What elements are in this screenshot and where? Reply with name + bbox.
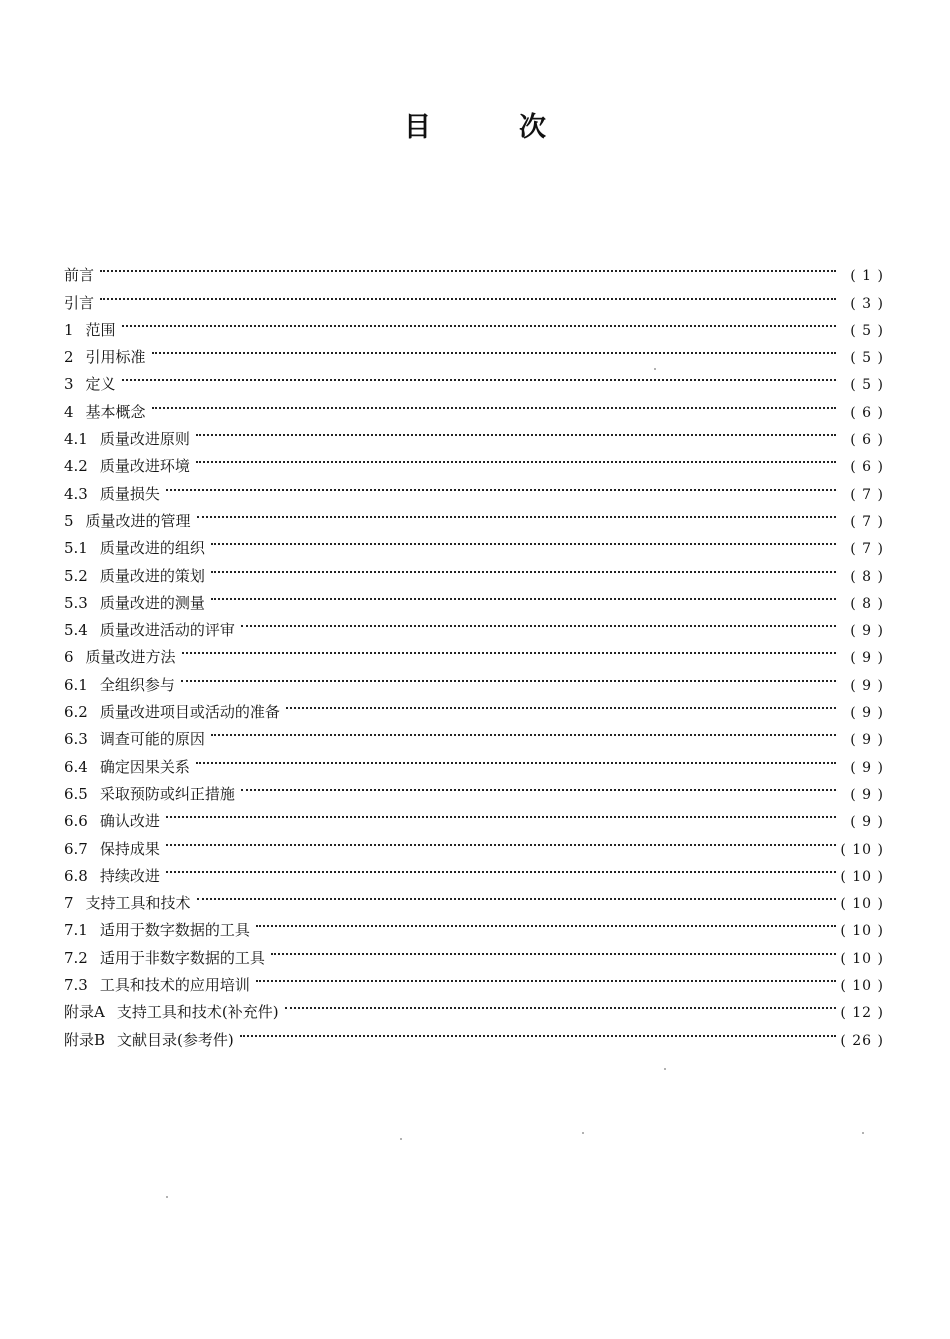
toc-entry-label — [64, 644, 182, 671]
toc-entry-label — [64, 262, 100, 289]
toc-entry-label — [64, 726, 211, 753]
scan-speck — [862, 1132, 864, 1134]
toc-leader-dots — [286, 690, 840, 717]
toc-entry-label — [64, 317, 122, 344]
toc-entry-number: 附录A — [64, 1003, 105, 1022]
toc-entry-page: ( 1 ) — [850, 268, 884, 285]
toc-leader-dots — [166, 799, 840, 826]
scan-speck — [166, 1196, 168, 1198]
toc-entry-label — [64, 371, 122, 398]
toc-entry-label — [64, 672, 181, 699]
toc-entry-title: 质量改进环境 — [99, 457, 190, 476]
toc-leader-dots — [182, 635, 840, 662]
toc-entry-number: 附录B — [64, 1030, 106, 1049]
toc-entry-page: ( 9 ) — [850, 705, 884, 722]
toc-entry-title: 适用于数字数据的工具 — [99, 921, 250, 940]
toc-entry-label — [64, 563, 211, 590]
toc-leader-dots — [241, 608, 840, 635]
toc-leader-dots — [196, 444, 840, 471]
toc-entry-page: ( 5 ) — [850, 377, 884, 394]
toc-entry-title: 引言 — [64, 293, 95, 312]
toc-entry-number: 5.3 — [64, 593, 88, 612]
toc-entry-page: ( 7 ) — [850, 513, 884, 530]
toc-entry — [64, 881, 884, 913]
toc-entry-title: 全组织参与 — [99, 675, 175, 694]
toc-entry — [64, 690, 884, 722]
toc-entry-page: ( 6 ) — [850, 459, 884, 476]
toc-entry-page: ( 3 ) — [850, 295, 884, 312]
toc-entry — [64, 335, 884, 367]
toc-entry-title: 确认改进 — [99, 812, 160, 831]
toc-entry-label — [64, 836, 166, 863]
toc-entry-label — [64, 917, 256, 944]
toc-entry — [64, 362, 884, 394]
toc-entry-title: 质量改进原则 — [99, 430, 190, 449]
toc-entry-title: 质量改进活动的评审 — [99, 621, 235, 640]
toc-entry-number: 7.2 — [64, 948, 88, 967]
toc-entry-page: ( 10 ) — [840, 868, 884, 885]
toc-entry — [64, 826, 884, 858]
toc-leader-dots — [271, 935, 840, 962]
toc-entry-page: ( 6 ) — [850, 432, 884, 449]
toc-entry-title: 质量改进方法 — [85, 648, 176, 667]
toc-leader-dots — [241, 772, 840, 799]
toc-entry-number: 6.3 — [64, 730, 88, 749]
toc-entry — [64, 471, 884, 503]
toc-entry-title: 支持工具和技术 — [85, 894, 191, 913]
toc-entry-page: ( 6 ) — [850, 404, 884, 421]
toc-leader-dots — [100, 253, 840, 280]
toc-entry — [64, 499, 884, 530]
scan-speck — [654, 368, 656, 370]
toc-entry-page: ( 5 ) — [850, 350, 884, 367]
toc-entry-label — [64, 890, 197, 917]
table-of-contents — [64, 253, 884, 1049]
toc-leader-dots — [152, 335, 840, 362]
toc-entry-number: 1 — [64, 320, 74, 339]
toc-entry-label — [64, 590, 211, 617]
toc-entry-title: 适用于非数字数据的工具 — [99, 948, 265, 967]
toc-entry-label — [64, 399, 152, 426]
title-char-1: 目 — [404, 112, 431, 143]
toc-leader-dots — [211, 581, 840, 608]
toc-leader-dots — [197, 881, 840, 908]
toc-entry-page: ( 26 ) — [840, 1032, 884, 1049]
toc-entry-label — [64, 535, 211, 562]
toc-entry-number: 7.3 — [64, 976, 88, 995]
toc-entry-number: 6.2 — [64, 703, 88, 722]
toc-leader-dots — [166, 854, 840, 881]
toc-entry-label — [64, 972, 256, 999]
toc-leader-dots — [256, 908, 840, 935]
toc-entry-title: 质量改进的组织 — [99, 539, 205, 558]
toc-entry-number: 4 — [64, 402, 74, 421]
toc-entry-label — [64, 481, 166, 508]
toc-entry — [64, 253, 884, 285]
toc-entry — [64, 799, 884, 831]
toc-entry-number: 6.7 — [64, 839, 88, 858]
scan-speck — [400, 1138, 402, 1140]
toc-entry-title: 采取预防或纠正措施 — [99, 784, 235, 803]
toc-entry-title: 前言 — [64, 266, 95, 285]
toc-entry-number: 6.4 — [64, 757, 88, 776]
toc-entry-title: 范围 — [85, 320, 116, 339]
toc-entry-number: 6.1 — [64, 675, 88, 694]
toc-entry — [64, 389, 884, 421]
toc-entry-page: ( 10 ) — [840, 923, 884, 940]
toc-entry-number: 5.2 — [64, 566, 88, 585]
toc-entry-page: ( 10 ) — [840, 950, 884, 967]
toc-entry-page: ( 7 ) — [850, 541, 884, 558]
toc-entry-title: 引用标准 — [85, 348, 146, 367]
toc-leader-dots — [197, 499, 840, 526]
toc-entry-label — [64, 508, 197, 535]
toc-leader-dots — [181, 662, 840, 689]
scan-speck — [582, 1132, 584, 1134]
page-title — [0, 110, 950, 146]
toc-entry-label — [64, 1027, 240, 1054]
toc-entry-title: 质量改进的策划 — [99, 566, 205, 585]
toc-entry-number: 6.8 — [64, 866, 88, 885]
toc-leader-dots — [122, 362, 840, 389]
toc-entry-page: ( 10 ) — [840, 841, 884, 858]
toc-entry — [64, 280, 884, 312]
toc-entry-title: 定义 — [85, 375, 116, 394]
toc-entry-page: ( 9 ) — [850, 623, 884, 640]
toc-entry-page: ( 5 ) — [850, 322, 884, 339]
toc-leader-dots — [256, 963, 840, 990]
toc-entry — [64, 662, 884, 694]
toc-entry-number: 4.2 — [64, 457, 88, 476]
toc-entry-number: 5 — [64, 511, 74, 530]
toc-leader-dots — [285, 990, 840, 1017]
toc-leader-dots — [166, 471, 840, 498]
toc-entry — [64, 308, 884, 339]
toc-entry-title: 调查可能的原因 — [99, 730, 205, 749]
toc-entry-page: ( 9 ) — [850, 650, 884, 667]
toc-entry-page: ( 8 ) — [850, 568, 884, 585]
toc-entry-label — [64, 754, 196, 781]
toc-entry — [64, 854, 884, 885]
toc-entry-number: 4.3 — [64, 484, 88, 503]
toc-entry-number: 7.1 — [64, 921, 88, 940]
toc-leader-dots — [166, 826, 840, 853]
toc-entry-page: ( 7 ) — [850, 486, 884, 503]
toc-entry-title: 质量改进的测量 — [99, 593, 205, 612]
toc-entry — [64, 417, 884, 449]
toc-entry-number: 5.4 — [64, 621, 88, 640]
toc-leader-dots — [211, 553, 840, 580]
toc-entry-number: 7 — [64, 894, 74, 913]
toc-entry-label — [64, 808, 166, 835]
toc-entry-number: 2 — [64, 348, 74, 367]
toc-entry-label — [64, 863, 166, 890]
toc-leader-dots — [211, 526, 840, 553]
toc-leader-dots — [196, 417, 840, 444]
toc-entry — [64, 635, 884, 667]
toc-entry-title: 质量改进项目或活动的准备 — [99, 703, 280, 722]
toc-leader-dots — [122, 308, 840, 335]
toc-entry-label — [64, 945, 271, 972]
toc-entry-number: 3 — [64, 375, 74, 394]
toc-entry-title: 基本概念 — [85, 402, 146, 421]
toc-entry-page: ( 9 ) — [850, 786, 884, 803]
toc-leader-dots — [196, 744, 840, 771]
toc-entry-page: ( 10 ) — [840, 896, 884, 913]
toc-entry-page: ( 12 ) — [840, 1005, 884, 1022]
toc-entry-number: 6 — [64, 648, 74, 667]
toc-entry-page: ( 9 ) — [850, 732, 884, 749]
toc-entry-title: 质量改进的管理 — [85, 511, 191, 530]
toc-entry-title: 质量损失 — [99, 484, 160, 503]
toc-leader-dots — [152, 389, 840, 416]
toc-entry-label — [64, 290, 100, 317]
toc-entry-number: 5.1 — [64, 539, 88, 558]
toc-entry-title: 持续改进 — [99, 866, 160, 885]
toc-entry-title: 保持成果 — [99, 839, 160, 858]
toc-entry-number: 4.1 — [64, 430, 88, 449]
toc-entry-title: 文献目录(参考件) — [117, 1030, 234, 1049]
toc-entry-page: ( 9 ) — [850, 759, 884, 776]
toc-entry-title: 工具和技术的应用培训 — [99, 976, 250, 995]
toc-entry-page: ( 9 ) — [850, 677, 884, 694]
toc-entry-title: 确定因果关系 — [99, 757, 190, 776]
toc-entry-number: 6.5 — [64, 784, 88, 803]
toc-entry-title: 支持工具和技术(补充件) — [116, 1003, 279, 1022]
title-char-2: 次 — [519, 112, 546, 143]
scan-speck — [664, 1068, 666, 1070]
toc-leader-dots — [240, 1017, 840, 1044]
toc-entry-number: 6.6 — [64, 812, 88, 831]
toc-entry-page: ( 10 ) — [840, 978, 884, 995]
toc-leader-dots — [211, 717, 840, 744]
toc-entry-page: ( 8 ) — [850, 595, 884, 612]
toc-leader-dots — [100, 280, 840, 307]
toc-entry-label — [64, 426, 196, 453]
toc-entry-page: ( 9 ) — [850, 814, 884, 831]
